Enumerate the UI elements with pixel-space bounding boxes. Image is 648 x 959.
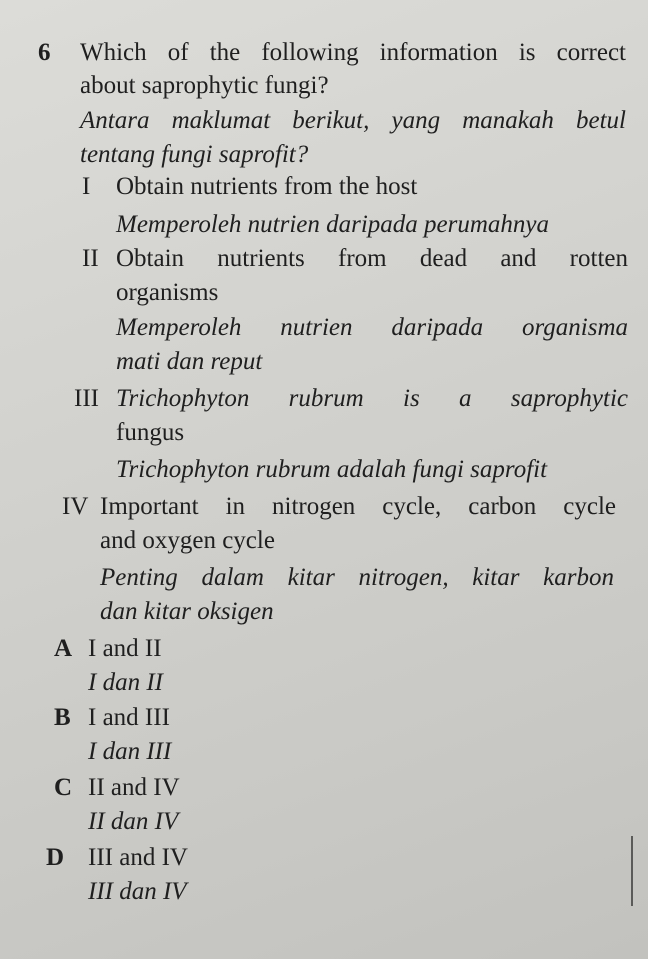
question-text-my-line2: tentang fungi saprofit? (80, 141, 309, 168)
statement-4-en-line1: Important in nitrogen cycle, carbon cycle (100, 493, 616, 520)
statement-4-en-line2: and oxygen cycle (100, 527, 275, 554)
option-c-my: II dan IV (88, 808, 179, 835)
question-number: 6 (38, 39, 51, 66)
statement-numeral-2: II (82, 245, 99, 272)
statement-2-my-line2: mati dan reput (116, 348, 263, 375)
option-d-my: III dan IV (88, 878, 187, 905)
option-a-my: I dan II (88, 669, 163, 696)
option-letter-a[interactable]: A (54, 635, 73, 662)
option-letter-d[interactable]: D (46, 844, 65, 871)
option-a-en: I and II (88, 635, 162, 662)
statement-4-my-line2: dan kitar oksigen (100, 598, 274, 625)
statement-1-en: Obtain nutrients from the host (116, 173, 418, 200)
option-b-en: I and III (88, 704, 170, 731)
statement-numeral-1: I (82, 173, 91, 200)
question-text-my-line1: Antara maklumat berikut, yang manakah betul (80, 107, 626, 134)
statement-2-en-line1: Obtain nutrients from dead and rotten (116, 245, 628, 272)
option-letter-b[interactable]: B (54, 704, 71, 731)
question-text-en-line2: about saprophytic fungi? (80, 72, 329, 99)
statement-numeral-4: IV (62, 493, 89, 520)
statement-4-my-line1: Penting dalam kitar nitrogen, kitar karbon (100, 564, 614, 591)
option-d-en: III and IV (88, 844, 188, 871)
question-text-en-line1: Which of the following information is correct (80, 39, 626, 66)
option-b-my: I dan III (88, 738, 172, 765)
page-edge-line (631, 836, 633, 906)
statement-3-en-line2: fungus (116, 419, 185, 446)
statement-2-en-line2: organisms (116, 279, 219, 306)
statement-1-my: Memperoleh nutrien daripada perumahnya (116, 211, 550, 238)
statement-2-my-line1: Memperoleh nutrien daripada organisma (116, 314, 628, 341)
statement-3-en-line1: Trichophyton rubrum is a saprophytic (116, 385, 628, 412)
statement-numeral-3: III (74, 385, 99, 412)
statement-3-my-line1: Trichophyton rubrum adalah fungi saprofit (116, 456, 548, 483)
option-c-en: II and IV (88, 774, 180, 801)
option-letter-c[interactable]: C (54, 774, 73, 801)
